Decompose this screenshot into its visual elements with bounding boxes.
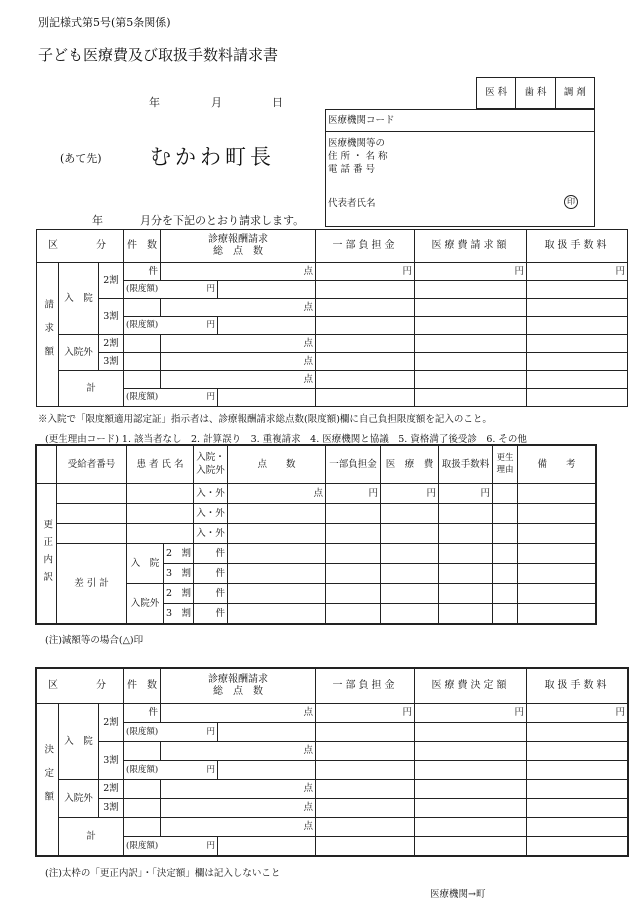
tab-dental[interactable]: 歯 科 bbox=[516, 78, 555, 109]
corr-cell[interactable] bbox=[228, 564, 326, 584]
corr-cell[interactable] bbox=[493, 544, 518, 564]
unit-ken: 件 bbox=[215, 587, 225, 599]
claim-cell[interactable] bbox=[527, 353, 628, 371]
footer-route: 医療機関→町 bbox=[430, 889, 486, 900]
dec-in2-copay[interactable] bbox=[316, 704, 415, 723]
dec-hdr-copay: 一部負担金 bbox=[316, 669, 415, 704]
unit-ten: 点 bbox=[303, 355, 313, 367]
corr-out-2wari: 2 割 bbox=[164, 584, 194, 604]
corr-recipient-field[interactable] bbox=[57, 484, 127, 504]
tab-pharmacy[interactable]: 調 剤 bbox=[555, 78, 594, 109]
decision-table bbox=[36, 668, 628, 856]
corr-cell[interactable] bbox=[518, 544, 596, 564]
page-title: 子ども医療費及び取扱手数料請求書 bbox=[38, 46, 279, 64]
claim-total-label: 計 bbox=[59, 371, 124, 407]
dec-cell[interactable] bbox=[527, 723, 628, 742]
dec-hdr-points-2: 総 点 数 bbox=[213, 686, 263, 697]
dec-in2-amount[interactable] bbox=[415, 704, 527, 723]
corr-patient-field[interactable] bbox=[127, 524, 194, 544]
addressee-prefix: (あて先) bbox=[60, 152, 102, 165]
claim-in2-limit-blank[interactable] bbox=[218, 281, 316, 299]
dec-in-2wari: 2割 bbox=[99, 704, 124, 742]
unit-ten: 点 bbox=[303, 337, 313, 349]
unit-en: 円 bbox=[206, 726, 215, 737]
unit-en: 円 bbox=[615, 265, 625, 277]
corr-cell[interactable] bbox=[326, 604, 381, 624]
dec-total-limit[interactable] bbox=[124, 837, 218, 856]
claim-cell[interactable] bbox=[527, 371, 628, 389]
dec-inpatient-label: 入 院 bbox=[59, 704, 99, 780]
unit-ken: 件 bbox=[215, 607, 225, 619]
corr-reason-field[interactable] bbox=[493, 524, 518, 544]
corr-cell[interactable] bbox=[228, 544, 326, 564]
dec-in2-points[interactable] bbox=[161, 704, 316, 723]
corr-medical-field[interactable] bbox=[381, 504, 439, 524]
claim-out3-points[interactable] bbox=[161, 353, 316, 371]
corr-hdr-remarks: 備 考 bbox=[518, 446, 596, 484]
dec-cell[interactable] bbox=[316, 837, 415, 856]
corr-in3-count[interactable] bbox=[194, 564, 228, 584]
corr-deduct-label: 差 引 計 bbox=[57, 544, 127, 624]
corr-hdr-medical: 医 療 費 bbox=[381, 446, 439, 484]
form-id: 別記様式第5号(第5条関係) bbox=[38, 16, 171, 29]
corr-inpatient-label: 入 院 bbox=[127, 544, 164, 584]
dec-cell[interactable] bbox=[415, 837, 527, 856]
unit-ten: 点 bbox=[303, 265, 313, 277]
claim-cell[interactable] bbox=[415, 317, 527, 335]
note-reduction: (注)減額等の場合(△)印 bbox=[45, 635, 144, 646]
claim-cell[interactable] bbox=[415, 371, 527, 389]
corr-recipient-field[interactable] bbox=[57, 524, 127, 544]
inst-rep-row bbox=[328, 198, 592, 211]
claim-cell[interactable] bbox=[415, 299, 527, 317]
corr-cell[interactable] bbox=[439, 544, 493, 564]
date-day: 日 bbox=[272, 96, 283, 109]
corr-hdr-inout-2: 入院外 bbox=[196, 464, 225, 476]
dec-cell[interactable] bbox=[415, 723, 527, 742]
dec-hdr-category: 区 分 bbox=[37, 669, 124, 704]
dec-out2-points[interactable] bbox=[161, 780, 316, 799]
unit-ten: 点 bbox=[303, 301, 313, 313]
unit-en: 円 bbox=[514, 707, 524, 719]
corr-in-3wari: 3 割 bbox=[164, 564, 194, 584]
dec-side-label: 決定額 bbox=[37, 704, 59, 856]
corr-outpatient-label: 入院外 bbox=[127, 584, 164, 624]
dec-in2-fee[interactable] bbox=[527, 704, 628, 723]
corr-hdr-reason-2: 理由 bbox=[496, 464, 514, 475]
claim-cell[interactable] bbox=[415, 353, 527, 371]
claim-hdr-count: 件 数 bbox=[124, 230, 161, 263]
reason-codes: (更生理由コード) 1. 該当者なし 2. 計算誤り 3. 重複請求 4. 医療機関と協議 5. 資格満了後受診 6. その他 bbox=[45, 434, 527, 445]
corr-remarks-field[interactable] bbox=[518, 524, 596, 544]
limit-label: (限度額) bbox=[126, 840, 159, 851]
claim-cell[interactable] bbox=[316, 389, 415, 407]
unit-en: 円 bbox=[402, 707, 412, 719]
corr-hdr-recipient: 受給者番号 bbox=[57, 446, 127, 484]
dec-cell[interactable] bbox=[316, 742, 415, 761]
dec-out-3wari: 3割 bbox=[99, 799, 124, 818]
corr-fee-field[interactable] bbox=[439, 504, 493, 524]
claim-total-points[interactable] bbox=[161, 371, 316, 389]
dec-in3-limit[interactable] bbox=[124, 761, 218, 780]
corr-hdr-reason bbox=[493, 446, 518, 484]
claim-hdr-copay: 一部負担金 bbox=[316, 230, 415, 263]
unit-ten: 点 bbox=[303, 821, 313, 833]
unit-en: 円 bbox=[206, 840, 215, 851]
claim-out-3wari: 3割 bbox=[99, 353, 124, 371]
dec-cell[interactable] bbox=[218, 723, 316, 742]
unit-en: 円 bbox=[402, 265, 412, 277]
corr-cell[interactable] bbox=[493, 584, 518, 604]
limit-label: (限度額) bbox=[126, 764, 159, 775]
dec-cell[interactable] bbox=[316, 799, 415, 818]
dec-cell[interactable] bbox=[527, 742, 628, 761]
dec-cell[interactable] bbox=[527, 818, 628, 837]
corr-points-field[interactable] bbox=[228, 484, 326, 504]
claim-cell[interactable] bbox=[218, 317, 316, 335]
corr-fee-field[interactable] bbox=[439, 484, 493, 504]
claim-table bbox=[36, 229, 628, 407]
dec-cell[interactable] bbox=[527, 799, 628, 818]
claim-cell[interactable] bbox=[316, 281, 415, 299]
unit-en: 円 bbox=[426, 487, 436, 499]
dec-cell[interactable] bbox=[415, 742, 527, 761]
corr-fee-field[interactable] bbox=[439, 524, 493, 544]
corr-hdr-points: 点 数 bbox=[228, 446, 326, 484]
claim-in2-fee[interactable] bbox=[527, 263, 628, 281]
claim-in2-amount[interactable] bbox=[415, 263, 527, 281]
claim-cell[interactable] bbox=[316, 317, 415, 335]
corr-cell[interactable] bbox=[228, 604, 326, 624]
dec-cell[interactable] bbox=[527, 780, 628, 799]
corr-cell[interactable] bbox=[439, 604, 493, 624]
unit-en: 円 bbox=[615, 707, 625, 719]
claim-cell[interactable] bbox=[316, 335, 415, 353]
unit-ten: 点 bbox=[303, 802, 313, 814]
corr-cell[interactable] bbox=[326, 584, 381, 604]
limit-label: (限度額) bbox=[126, 320, 159, 331]
dec-in3-count[interactable] bbox=[124, 742, 161, 761]
corr-medical-field[interactable] bbox=[381, 484, 439, 504]
corr-cell[interactable] bbox=[518, 604, 596, 624]
corr-hdr-fee: 取扱手数料 bbox=[439, 446, 493, 484]
limit-label: (限度額) bbox=[126, 726, 159, 737]
claim-out-2wari: 2割 bbox=[99, 335, 124, 353]
corr-medical-field[interactable] bbox=[381, 524, 439, 544]
claim-hdr-points-1: 診療報酬請求 bbox=[208, 234, 268, 245]
dec-in3-points[interactable] bbox=[161, 742, 316, 761]
dec-out-2wari: 2割 bbox=[99, 780, 124, 799]
corr-remarks-field[interactable] bbox=[518, 484, 596, 504]
claim-total-limit[interactable] bbox=[124, 389, 218, 407]
dec-cell[interactable] bbox=[527, 761, 628, 780]
corr-patient-field[interactable] bbox=[127, 484, 194, 504]
corr-cell[interactable] bbox=[326, 544, 381, 564]
dec-outpatient-label: 入院外 bbox=[59, 780, 99, 818]
corr-in-2wari: 2 割 bbox=[164, 544, 194, 564]
inst-rep-label: 代表者氏名 bbox=[328, 198, 376, 210]
unit-en: 円 bbox=[206, 284, 215, 295]
corr-points-field[interactable] bbox=[228, 504, 326, 524]
corr-cell[interactable] bbox=[326, 564, 381, 584]
corr-cell[interactable] bbox=[439, 564, 493, 584]
note-no-fill: (注)太枠の「更正内訳」・「決定額」欄は記入しないこと bbox=[45, 868, 281, 879]
dept-tabs bbox=[476, 77, 595, 109]
corr-cell[interactable] bbox=[493, 564, 518, 584]
claim-cell[interactable] bbox=[527, 317, 628, 335]
unit-en: 円 bbox=[206, 392, 215, 403]
claim-outpatient-label: 入院外 bbox=[59, 335, 99, 371]
inst-addr-label: 医療機関等の bbox=[328, 138, 386, 149]
claim-cell[interactable] bbox=[527, 389, 628, 407]
corr-remarks-field[interactable] bbox=[518, 504, 596, 524]
dec-cell[interactable] bbox=[218, 761, 316, 780]
claim-cell[interactable] bbox=[415, 281, 527, 299]
claim-in2-copay[interactable] bbox=[316, 263, 415, 281]
corr-inout-field[interactable]: 入・外 bbox=[194, 524, 228, 544]
claim-cell[interactable] bbox=[527, 299, 628, 317]
dec-hdr-points bbox=[161, 669, 316, 704]
dec-cell[interactable] bbox=[316, 761, 415, 780]
corr-recipient-field[interactable] bbox=[57, 504, 127, 524]
claim-in3-points[interactable] bbox=[161, 299, 316, 317]
corr-hdr-patient: 患 者 氏 名 bbox=[127, 446, 194, 484]
dec-cell[interactable] bbox=[415, 761, 527, 780]
claim-out2-points[interactable] bbox=[161, 335, 316, 353]
claim-hdr-fee: 取扱手数料 bbox=[527, 230, 628, 263]
claim-cell[interactable] bbox=[415, 335, 527, 353]
claim-in3-limit[interactable] bbox=[124, 317, 218, 335]
dec-cell[interactable] bbox=[316, 780, 415, 799]
corr-hdr-inout-1: 入院・ bbox=[196, 452, 225, 464]
limit-label: (限度額) bbox=[126, 284, 159, 295]
unit-ken: 件 bbox=[148, 265, 158, 277]
inst-code-field[interactable] bbox=[326, 110, 595, 132]
claim-in-2wari: 2割 bbox=[99, 263, 124, 299]
corr-in2-count[interactable] bbox=[194, 544, 228, 564]
request-year: 年 bbox=[92, 214, 103, 227]
dec-cell[interactable] bbox=[527, 837, 628, 856]
unit-ten: 点 bbox=[303, 783, 313, 795]
dec-in2-count[interactable] bbox=[124, 704, 161, 723]
corr-inout-field[interactable]: 入・外 bbox=[194, 504, 228, 524]
date-month: 月 bbox=[211, 96, 222, 109]
unit-ken: 件 bbox=[215, 547, 225, 559]
corr-copay-field[interactable] bbox=[326, 524, 381, 544]
claim-cell[interactable] bbox=[316, 371, 415, 389]
claim-hdr-points-2: 総 点 数 bbox=[213, 246, 263, 257]
note-limit: ※入院で「限度額適用認定証」指示者は、診療報酬請求総点数(限度額)欄に自己負担限度額を記入のこと。 bbox=[38, 414, 492, 425]
unit-en: 円 bbox=[514, 265, 524, 277]
corr-cell[interactable] bbox=[439, 584, 493, 604]
corr-cell[interactable] bbox=[518, 584, 596, 604]
inst-addr-label3: 電 話 番 号 bbox=[328, 163, 376, 175]
dec-cell[interactable] bbox=[316, 818, 415, 837]
unit-ten: 点 bbox=[303, 707, 313, 719]
claim-cell[interactable] bbox=[316, 353, 415, 371]
tab-medical[interactable]: 医 科 bbox=[477, 78, 516, 109]
claim-cell[interactable] bbox=[527, 281, 628, 299]
dec-total-points[interactable] bbox=[161, 818, 316, 837]
claim-out2-count[interactable] bbox=[124, 335, 161, 353]
claim-cell[interactable] bbox=[316, 299, 415, 317]
corr-out2-count[interactable] bbox=[194, 584, 228, 604]
unit-ten: 点 bbox=[303, 745, 313, 757]
claim-inpatient-label: 入 院 bbox=[59, 263, 99, 335]
claim-hdr-amount: 医療費請求額 bbox=[415, 230, 527, 263]
corr-cell[interactable] bbox=[381, 584, 439, 604]
corr-cell[interactable] bbox=[518, 564, 596, 584]
request-text: 月分を下記のとおり請求します。 bbox=[140, 214, 305, 227]
dec-out3-points[interactable] bbox=[161, 799, 316, 818]
dec-in2-limit[interactable] bbox=[124, 723, 218, 742]
corr-cell[interactable] bbox=[228, 584, 326, 604]
claim-in2-points[interactable] bbox=[161, 263, 316, 281]
corr-side-label: 更正内訳 bbox=[37, 484, 57, 624]
dec-cell[interactable] bbox=[415, 799, 527, 818]
dec-total-label: 計 bbox=[59, 818, 124, 856]
dec-total-count[interactable] bbox=[124, 818, 161, 837]
seal-icon: 印 bbox=[564, 195, 578, 209]
claim-hdr-points bbox=[161, 230, 316, 263]
unit-en: 円 bbox=[368, 487, 378, 499]
dec-in-3wari: 3割 bbox=[99, 742, 124, 780]
claim-cell[interactable] bbox=[415, 389, 527, 407]
limit-label: (限度額) bbox=[126, 392, 159, 403]
corr-out3-count[interactable] bbox=[194, 604, 228, 624]
corr-reason-field[interactable] bbox=[493, 504, 518, 524]
claim-in2-limit[interactable] bbox=[124, 281, 218, 299]
date-year: 年 bbox=[149, 96, 160, 109]
dec-cell[interactable] bbox=[316, 723, 415, 742]
claim-side-label: 請求額 bbox=[37, 263, 59, 407]
claim-hdr-category: 区 分 bbox=[37, 230, 124, 263]
unit-ten: 点 bbox=[313, 487, 323, 499]
corr-cell[interactable] bbox=[381, 604, 439, 624]
claim-in3-count[interactable] bbox=[124, 299, 161, 317]
claim-out3-count[interactable] bbox=[124, 353, 161, 371]
dec-cell[interactable] bbox=[415, 780, 527, 799]
claim-cell[interactable] bbox=[218, 389, 316, 407]
dec-cell[interactable] bbox=[415, 818, 527, 837]
corr-copay-field[interactable] bbox=[326, 484, 381, 504]
corr-out-3wari: 3 割 bbox=[164, 604, 194, 624]
corr-reason-field[interactable] bbox=[493, 484, 518, 504]
corr-copay-field[interactable] bbox=[326, 504, 381, 524]
corr-cell[interactable] bbox=[493, 604, 518, 624]
unit-en: 円 bbox=[480, 487, 490, 499]
unit-ten: 点 bbox=[303, 373, 313, 385]
dec-hdr-amount: 医療費決定額 bbox=[415, 669, 527, 704]
corr-cell[interactable] bbox=[381, 544, 439, 564]
unit-ken: 件 bbox=[215, 567, 225, 579]
claim-in2-count[interactable] bbox=[124, 263, 161, 281]
dec-hdr-count: 件 数 bbox=[124, 669, 161, 704]
corr-patient-field[interactable] bbox=[127, 504, 194, 524]
corr-hdr-reason-1: 更生 bbox=[496, 453, 514, 464]
inst-code-label: 医療機関コード bbox=[328, 114, 395, 126]
corr-hdr-blank bbox=[37, 446, 57, 484]
inst-addr-label2: 住 所 ・ 名 称 bbox=[328, 150, 388, 162]
corr-hdr-copay: 一部負担金 bbox=[326, 446, 381, 484]
claim-total-count[interactable] bbox=[124, 371, 161, 389]
unit-en: 円 bbox=[206, 320, 215, 331]
addressee-name: むかわ町長 bbox=[150, 145, 275, 169]
unit-en: 円 bbox=[206, 764, 215, 775]
dec-cell[interactable] bbox=[218, 837, 316, 856]
dec-out2-count[interactable] bbox=[124, 780, 161, 799]
institution-box bbox=[325, 109, 595, 227]
unit-ken: 件 bbox=[148, 707, 158, 719]
corr-cell[interactable] bbox=[381, 564, 439, 584]
corr-points-field[interactable] bbox=[228, 524, 326, 544]
dec-hdr-points-1: 診療報酬請求 bbox=[208, 674, 268, 685]
corr-hdr-inout bbox=[194, 446, 228, 484]
dec-hdr-fee: 取扱手数料 bbox=[527, 669, 628, 704]
corr-inout-field[interactable]: 入・外 bbox=[194, 484, 228, 504]
dec-out3-count[interactable] bbox=[124, 799, 161, 818]
claim-in-3wari: 3割 bbox=[99, 299, 124, 335]
claim-cell[interactable] bbox=[527, 335, 628, 353]
inst-address-field[interactable] bbox=[326, 132, 595, 227]
correction-table bbox=[36, 445, 596, 624]
